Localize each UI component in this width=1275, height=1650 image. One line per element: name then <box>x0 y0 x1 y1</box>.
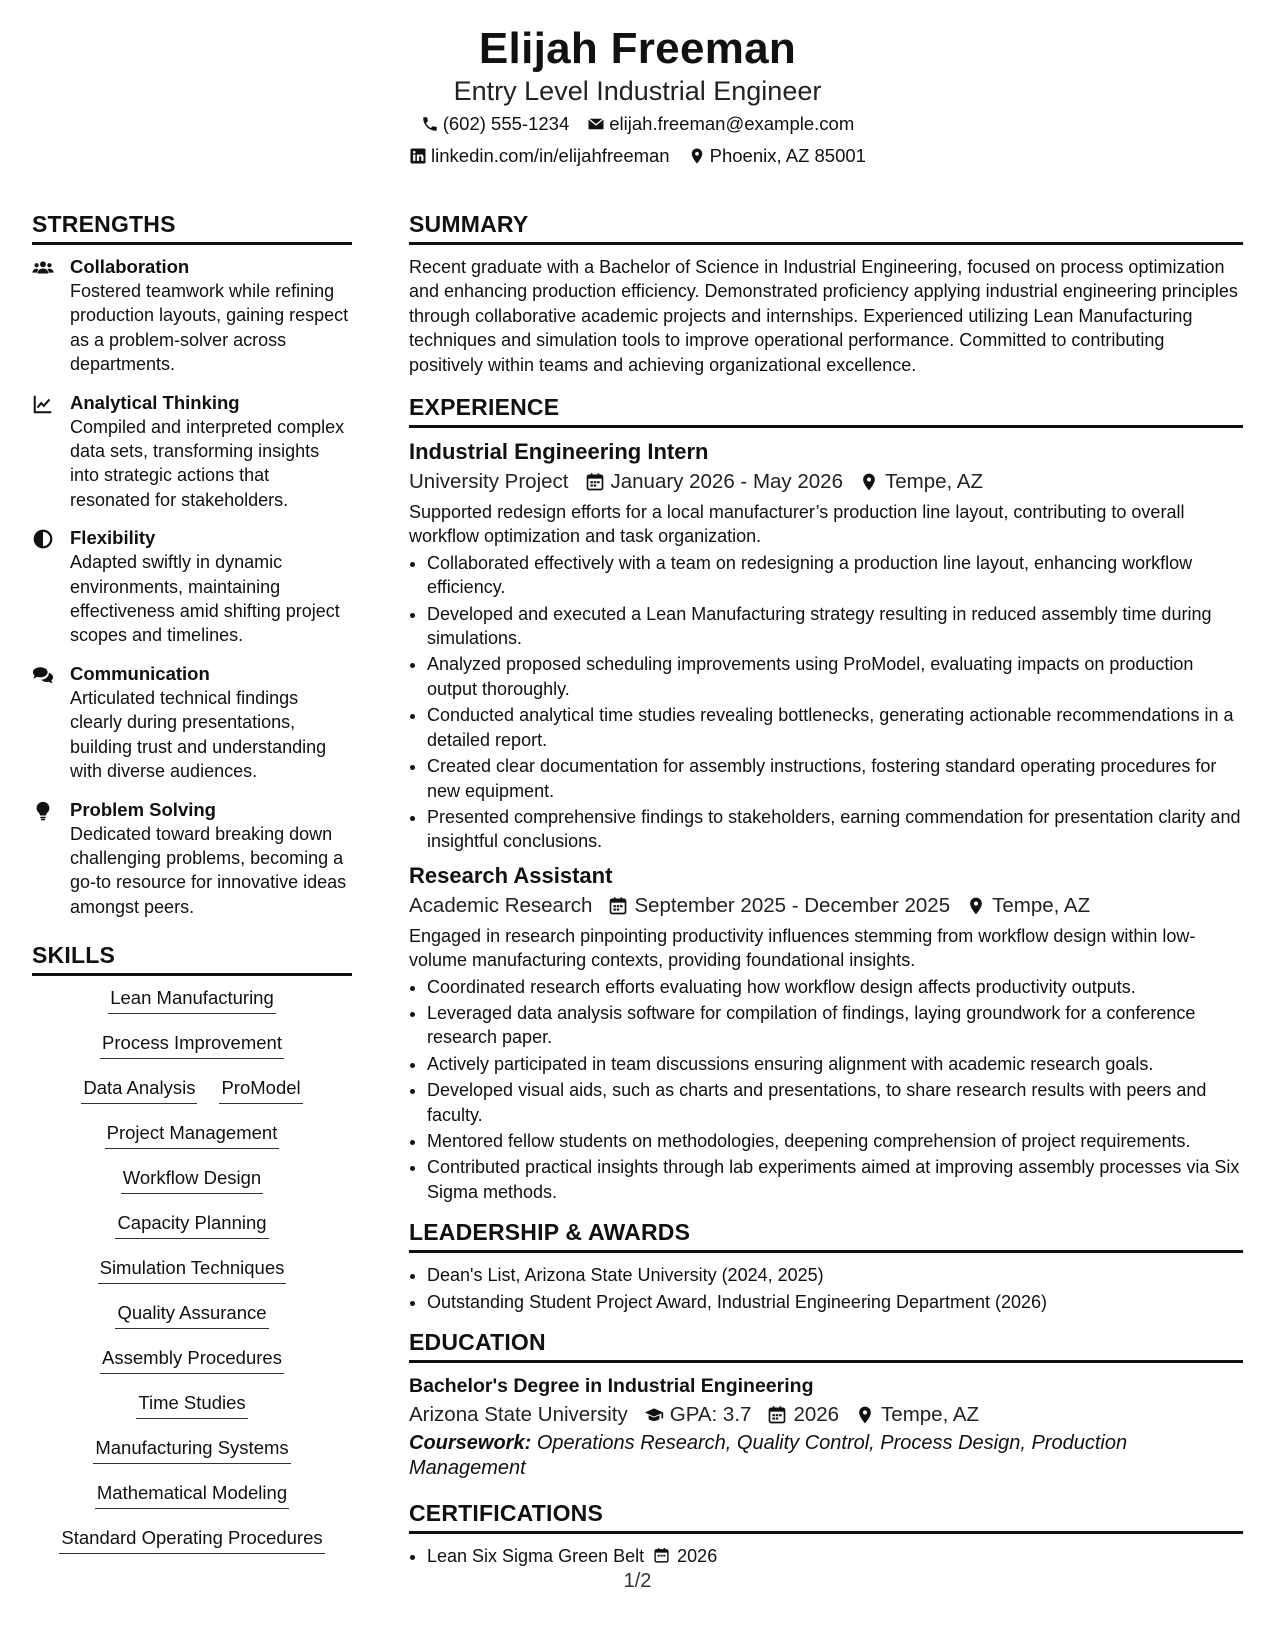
page-number: 1/2 <box>623 1570 652 1592</box>
linkedin-text[interactable]: linkedin.com/in/elijahfreeman <box>431 145 670 166</box>
skill-tag: Manufacturing Systems <box>93 1436 290 1464</box>
awards-heading: LEADERSHIP & AWARDS <box>409 1218 1243 1253</box>
email-contact[interactable] <box>587 108 854 140</box>
job-description: Engaged in research pinpointing productivity influences stemming from workflow design within low-volume manufacturing contexts, providing foundational insights. <box>409 925 1196 971</box>
map-marker-icon <box>688 147 706 165</box>
job-bullet: • Actively participated in team discussions ensuring alignment with academic research goals. <box>427 1052 1243 1076</box>
strength-title: Flexibility <box>70 527 156 549</box>
candidate-role: Entry Level Industrial Engineer <box>453 76 822 106</box>
strength-item <box>32 255 352 377</box>
summary-text: Recent graduate with a Bachelor of Science in Industrial Engineering, focused on process optimization and enhancing production efficiency. Demonstrated proficiency applying industrial engineering principles through collaborative academic projects and internships. Experienced utilizing Lean Manufacturing techniques and simulation tools to improve operational performance. Committed to contributing positively within teams and achieving organizational excellence. <box>409 257 1238 375</box>
strength-title: Collaboration <box>70 256 190 277</box>
strength-item <box>32 662 352 784</box>
education-heading: EDUCATION <box>409 1328 1243 1363</box>
graduation-year: 2026 <box>793 1403 840 1426</box>
adjust-icon <box>32 528 54 550</box>
job-bullet: • Developed visual aids, such as charts and presentations, to share research results with peers and faculty. <box>427 1078 1243 1127</box>
job-location: Tempe, AZ <box>992 893 1091 917</box>
degree-title: Bachelor's Degree in Industrial Engineering <box>409 1375 814 1397</box>
strengths-heading: STRENGTHS <box>32 210 352 245</box>
job-organization: University Project <box>409 470 569 494</box>
location-contact <box>688 140 866 172</box>
job-dates: January 2026 - May 2026 <box>610 470 843 494</box>
job-bullet: • Leveraged data analysis software for compilation of findings, laying groundwork for a conference research paper. <box>427 1001 1243 1050</box>
candidate-name: Elijah Freeman <box>478 24 797 73</box>
job-title: Industrial Engineering Intern <box>409 439 709 465</box>
skill-tag: ProModel <box>219 1076 302 1104</box>
job-bullet: • Conducted analytical time studies revealing bottlenecks, generating actionable recommendations in a detailed report. <box>427 703 1243 752</box>
certification-name: Lean Six Sigma Green Belt <box>427 1546 645 1566</box>
education-meta <box>409 1399 1243 1431</box>
map-marker-icon <box>855 1405 875 1425</box>
job-bullets <box>409 975 1243 1205</box>
job-dates: September 2025 - December 2025 <box>634 893 951 917</box>
job-bullet: • Contributed practical insights through lab experiments aimed at improving assembly processes via Six Sigma methods. <box>427 1155 1243 1204</box>
summary-heading: SUMMARY <box>409 210 1243 245</box>
education-location: Tempe, AZ <box>881 1403 980 1426</box>
certification-item <box>427 1544 1243 1568</box>
job-bullets <box>409 551 1243 854</box>
strength-description: Fostered teamwork while refining production layouts, gaining respect as a problem-solver across departments. <box>70 281 349 375</box>
award-item: • Outstanding Student Project Award, Industrial Engineering Department (2026) <box>427 1290 1243 1314</box>
skill-tag: Workflow Design <box>121 1166 263 1194</box>
phone-contact <box>421 108 570 140</box>
strength-item <box>32 798 352 920</box>
strength-title: Communication <box>70 662 210 684</box>
job-bullet: • Created clear documentation for assembly instructions, fostering standard operating procedures for new equipment. <box>427 754 1243 803</box>
calendar-icon <box>653 1547 670 1564</box>
award-item: • Dean's List, Arizona State University (2024, 2025) <box>427 1263 1243 1287</box>
strength-description: Compiled and interpreted complex data sets, transforming insights into strategic actions that resonated for stakeholders. <box>70 416 345 510</box>
skills-heading: SKILLS <box>32 941 352 976</box>
skills-list <box>32 986 352 1571</box>
envelope-icon <box>587 115 605 133</box>
coursework-label: Coursework: <box>409 1432 532 1454</box>
skill-tag: Quality Assurance <box>115 1301 268 1329</box>
linkedin-contact[interactable] <box>409 140 670 172</box>
skill-tag: Process Improvement <box>100 1031 284 1059</box>
job-bullet: • Collaborated effectively with a team on redesigning a production line layout, enhancing workflow efficiency. <box>427 551 1243 600</box>
contact-line-1 <box>0 108 1275 140</box>
resume-header <box>0 22 1275 172</box>
left-column <box>32 210 352 1571</box>
job-bullet: • Analyzed proposed scheduling improvements using ProModel, evaluating impacts on production output thoroughly. <box>427 652 1243 701</box>
certifications-list <box>409 1544 1243 1568</box>
experience-heading: EXPERIENCE <box>409 393 1243 428</box>
strength-title: Problem Solving <box>70 798 216 820</box>
phone-text: (602) 555-1234 <box>442 113 570 134</box>
skill-tag: Simulation Techniques <box>98 1256 287 1284</box>
map-marker-icon <box>966 896 986 916</box>
calendar-icon <box>767 1405 787 1425</box>
job-bullet: • Coordinated research efforts evaluating how workflow design affects productivity outputs. <box>427 975 1243 999</box>
calendar-icon <box>608 896 628 916</box>
chart-line-icon <box>32 393 54 415</box>
coursework-list: Operations Research, Quality Control, Process Design, Production Management <box>409 1432 1128 1479</box>
job-bullet: • Mentored fellow students on methodologies, deepening comprehension of project requirements. <box>427 1129 1243 1153</box>
job-entry <box>409 438 1243 854</box>
certifications-heading: CERTIFICATIONS <box>409 1499 1243 1534</box>
users-icon <box>32 257 54 279</box>
school-name: Arizona State University <box>409 1403 628 1426</box>
phone-icon <box>421 115 439 133</box>
job-bullet: • Presented comprehensive findings to stakeholders, earning commendation for presentation clarity and insightful conclusions. <box>427 805 1243 854</box>
contact-line-2 <box>0 140 1275 172</box>
job-meta <box>409 466 1243 498</box>
map-marker-icon <box>859 472 879 492</box>
job-meta <box>409 890 1243 922</box>
awards-list <box>409 1263 1243 1314</box>
lightbulb-icon <box>32 800 54 822</box>
strength-description: Articulated technical findings clearly during presentations, building trust and understanding with diverse audiences. <box>70 687 327 782</box>
skill-tag: Project Management <box>105 1121 280 1149</box>
job-description: Supported redesign efforts for a local manufacturer’s production line layout, contributing to overall workflow optimization and task organization. <box>409 502 1185 547</box>
strength-title: Analytical Thinking <box>70 391 240 413</box>
linkedin-icon <box>409 147 427 165</box>
skill-tag: Assembly Procedures <box>100 1346 284 1374</box>
skill-tag: Data Analysis <box>81 1076 197 1104</box>
right-column <box>409 210 1243 1570</box>
location-text: Phoenix, AZ 85001 <box>709 145 866 166</box>
job-title: Research Assistant <box>409 862 613 888</box>
strength-description: Dedicated toward breaking down challenging problems, becoming a go-to resource for innovative ideas amongst peers. <box>70 823 347 917</box>
gpa-text: GPA: 3.7 <box>669 1403 752 1426</box>
strength-item <box>32 391 352 513</box>
email-text[interactable]: elijah.freeman@example.com <box>609 113 855 134</box>
graduation-cap-icon <box>644 1405 664 1425</box>
skill-tag: Time Studies <box>136 1391 247 1419</box>
coursework <box>409 1431 1243 1481</box>
skill-tag: Mathematical Modeling <box>95 1481 289 1509</box>
job-organization: Academic Research <box>409 893 593 917</box>
job-location: Tempe, AZ <box>884 470 983 494</box>
certification-year: 2026 <box>677 1546 718 1566</box>
skill-tag: Lean Manufacturing <box>108 986 276 1014</box>
calendar-icon <box>585 472 605 492</box>
comments-icon <box>32 664 54 686</box>
strength-item <box>32 526 352 648</box>
job-bullet: • Developed and executed a Lean Manufacturing strategy resulting in reduced assembly time during simulations. <box>427 602 1243 651</box>
strength-description: Adapted swiftly in dynamic environments, maintaining effectiveness amid shifting project scopes and timelines. <box>70 552 340 646</box>
skill-tag: Capacity Planning <box>115 1211 268 1239</box>
skill-tag: Standard Operating Procedures <box>59 1526 324 1554</box>
job-entry <box>409 862 1243 1204</box>
